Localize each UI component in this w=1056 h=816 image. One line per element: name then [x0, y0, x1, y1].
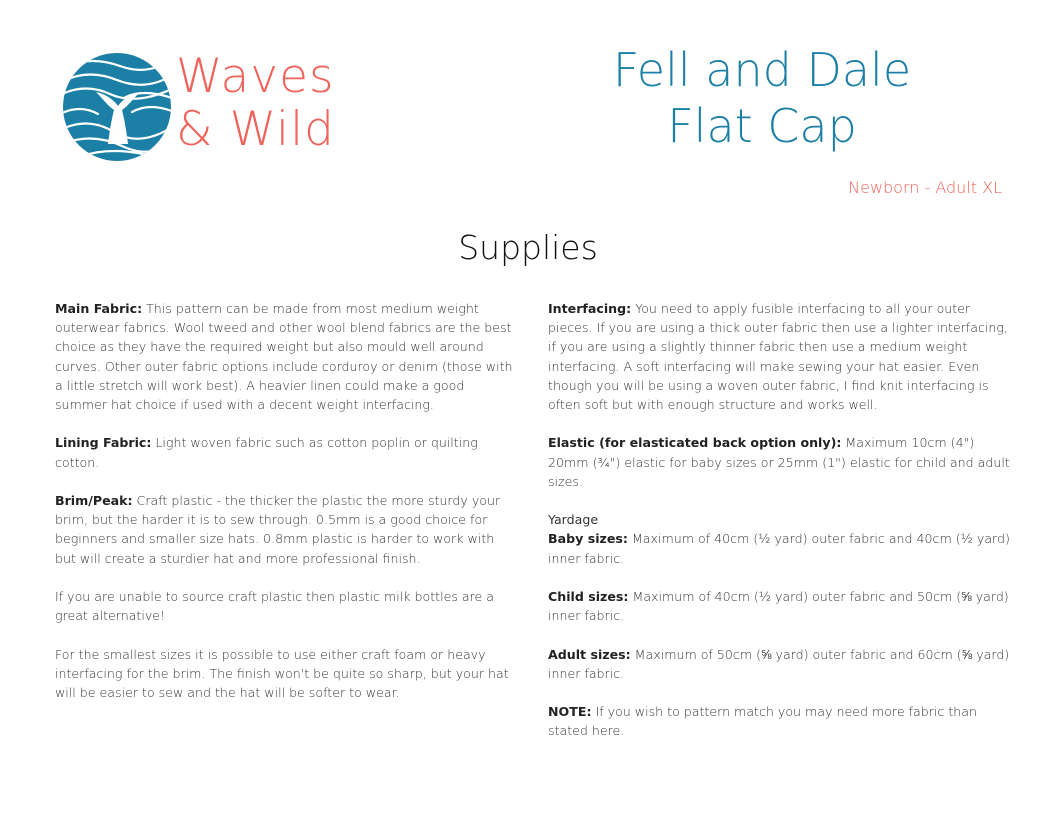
size-range: Newborn - Adult XL	[848, 178, 1002, 197]
left-column	[55, 299, 517, 721]
child-sizes-label: Child sizes:	[548, 589, 629, 604]
brand-name	[176, 50, 335, 156]
whale-tail-waves-icon	[62, 52, 172, 162]
main-fabric-text: This pattern can be made from most medium weight outerwear fabrics. Wool tweed and other wool blend fabrics are the best choice as they have the required weight but also mould well around curves. Other outer fabric options include corduroy or denim (those with a little stretch will work best). A heavier linen could make a good summer hat choice if used with a decent weight interfacing.	[55, 301, 513, 413]
title-line-2: Flat Cap	[667, 99, 857, 153]
lining-text: Light woven fabric such as cotton poplin or quilting cotton.	[55, 435, 478, 470]
pattern-title	[552, 42, 972, 154]
note-text: If you wish to pattern match you may need more fabric than stated here.	[548, 704, 977, 739]
brim-paragraph	[55, 491, 517, 568]
lining-paragraph	[55, 433, 517, 471]
adult-sizes-paragraph	[548, 645, 1010, 683]
note-label: NOTE:	[548, 704, 592, 720]
alternative-paragraph: If you are unable to source craft plastic then plastic milk bottles are a great alternative!	[55, 589, 494, 624]
elastic-paragraph	[548, 433, 1010, 491]
baby-sizes-paragraph	[548, 529, 1010, 567]
brim-text: Craft plastic - the thicker the plastic the more sturdy your brim, but the harder it is to sew through. 0.5mm is a good choice for beginners and smaller size hats. 0.8mm plastic is harder to work with but will create a sturdier hat and more professional finish.	[55, 493, 501, 566]
lining-label: Lining Fabric:	[55, 435, 152, 451]
brand-line-2: & Wild	[176, 102, 335, 157]
child-sizes-paragraph	[548, 587, 1010, 625]
baby-sizes-label: Baby sizes:	[548, 531, 628, 547]
interfacing-paragraph	[548, 299, 1010, 414]
elastic-text: Maximum 10cm (4") 20mm (¾") elastic for baby sizes or 25mm (1") elastic for child and adult sizes.	[548, 435, 1010, 489]
section-heading: Supplies	[458, 228, 598, 267]
small-sizes-paragraph: For the smallest sizes it is possible to use either craft foam or heavy interfacing for the brim. The finish won't be quite so sharp, but your hat will be easier to sew and the hat will be softer to wear.	[55, 646, 509, 700]
baby-sizes-text: Maximum of 40cm (½ yard) outer fabric and 40cm (½ yard) inner fabric.	[548, 531, 1010, 566]
interfacing-label: Interfacing:	[548, 301, 632, 316]
adult-sizes-text: Maximum of 50cm (⅝ yard) outer fabric and 60cm (⅝ yard) inner fabric.	[548, 646, 1010, 681]
adult-sizes-label: Adult sizes:	[548, 646, 631, 662]
main-fabric-paragraph	[55, 299, 517, 414]
interfacing-text: You need to apply fusible interfacing to all your outer pieces. If you are using a thick outer fabric then use a lighter interfacing, if you are using a slightly thinner fabric then use a medium weight interfacing. A soft interfacing will make sewing your hat easier. Even though you will be using a woven outer fabric, I find knit interfacing is often soft but with enough structure and works well.	[548, 301, 1008, 413]
yardage-heading: Yardage	[548, 512, 599, 528]
brim-label: Brim/Peak:	[55, 493, 133, 508]
note-paragraph	[548, 702, 1010, 740]
main-fabric-label: Main Fabric:	[55, 301, 143, 316]
brand-line-1: Waves	[176, 49, 335, 104]
child-sizes-text: Maximum of 40cm (½ yard) outer fabric and 50cm (⅝ yard) inner fabric.	[548, 589, 1009, 624]
right-column	[548, 299, 1010, 760]
elastic-label: Elastic (for elasticated back option only):	[548, 435, 842, 451]
title-line-1: Fell and Dale	[612, 43, 912, 97]
